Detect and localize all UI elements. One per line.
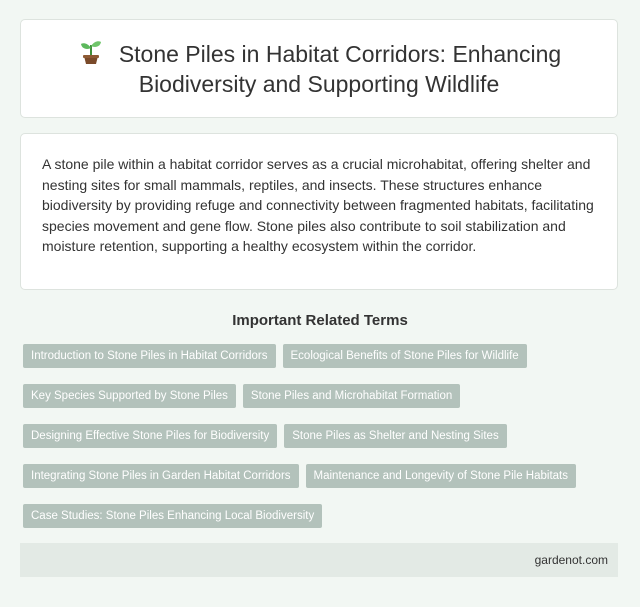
term-tag[interactable]: Key Species Supported by Stone Piles xyxy=(23,384,236,408)
term-tag[interactable]: Maintenance and Longevity of Stone Pile Habitats xyxy=(306,464,576,488)
related-terms-heading: Important Related Terms xyxy=(232,312,408,329)
page-title xyxy=(51,38,587,99)
description-text: A stone pile within a habitat corridor serves as a crucial microhabitat, offering shelter and nesting sites for small mammals, reptiles, and insects. These structures enhance biodiversity by providing refuge and connectivity between fragmented habitats, facilitating species movement and gene flow. Stone piles also contribute to soil stabilization and moisture retention, supporting a healthy ecosystem within the corridor. xyxy=(42,156,594,255)
page-title-text: Stone Piles in Habitat Corridors: Enhancing Biodiversity and Supporting Wildlife xyxy=(118,41,562,97)
term-tag[interactable]: Designing Effective Stone Piles for Biodiversity xyxy=(23,424,277,448)
term-tag[interactable]: Integrating Stone Piles in Garden Habitat Corridors xyxy=(23,464,299,488)
sprout-icon xyxy=(77,38,105,66)
description-card xyxy=(20,133,618,290)
term-tag[interactable]: Ecological Benefits of Stone Piles for Wildlife xyxy=(283,344,527,368)
footer xyxy=(20,543,618,577)
footer-site-name: gardenot.com xyxy=(534,553,608,567)
term-tag[interactable]: Case Studies: Stone Piles Enhancing Local Biodiversity xyxy=(23,504,322,528)
related-terms-list xyxy=(23,344,623,568)
title-card xyxy=(20,19,618,118)
term-tag[interactable]: Stone Piles as Shelter and Nesting Sites xyxy=(284,424,506,448)
term-tag[interactable]: Stone Piles and Microhabitat Formation xyxy=(243,384,460,408)
term-tag[interactable]: Introduction to Stone Piles in Habitat Corridors xyxy=(23,344,276,368)
